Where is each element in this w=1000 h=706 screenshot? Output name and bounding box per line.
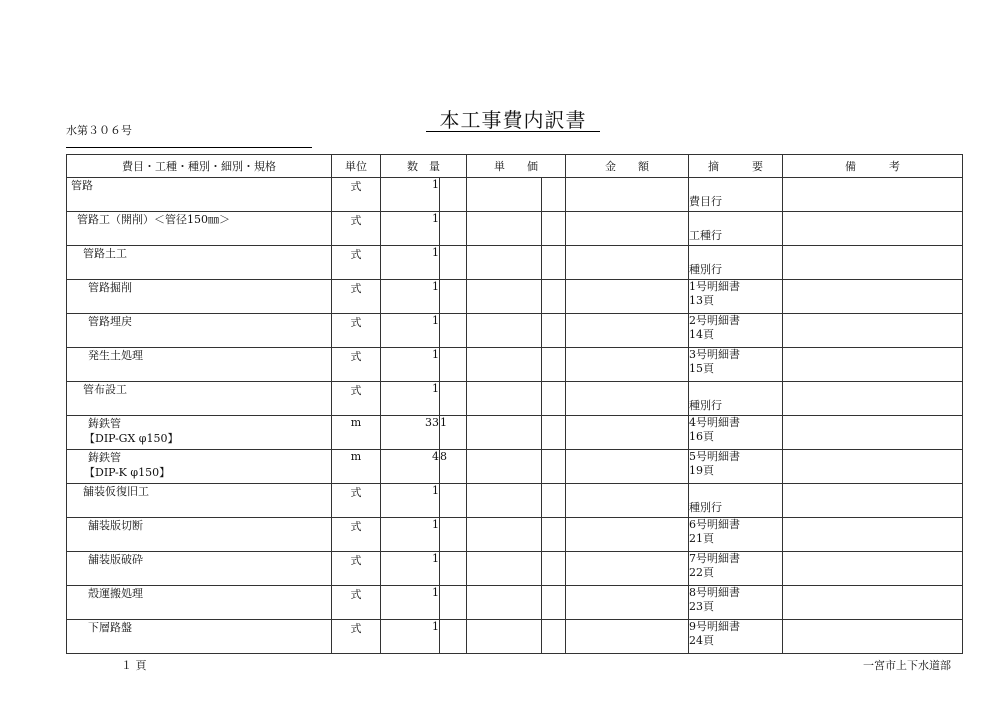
remarks-cell bbox=[783, 246, 963, 280]
summary-line-2: 種別行 bbox=[689, 399, 722, 412]
cost-breakdown-table bbox=[66, 154, 963, 654]
item-name: 管路 bbox=[71, 179, 93, 192]
item-name: 舗装版切断 bbox=[88, 519, 143, 532]
amount-cell bbox=[566, 212, 689, 246]
amount-cell bbox=[566, 450, 689, 484]
summary-line-1: 7号明細書 bbox=[689, 552, 740, 565]
item-cell bbox=[67, 212, 332, 246]
unit-price-integer-cell bbox=[467, 586, 542, 620]
page-number: １ 頁 bbox=[121, 659, 147, 672]
summary-cell bbox=[689, 348, 783, 382]
summary-cell bbox=[689, 586, 783, 620]
summary-cell bbox=[689, 314, 783, 348]
document-number-underline bbox=[66, 147, 312, 148]
summary-cell bbox=[689, 246, 783, 280]
quantity-decimal-cell bbox=[440, 314, 467, 348]
remarks-cell bbox=[783, 348, 963, 382]
item-name: 管路埋戻 bbox=[88, 315, 132, 328]
summary-line-2: 22頁 bbox=[689, 566, 714, 579]
quantity-decimal-cell bbox=[440, 246, 467, 280]
table-row bbox=[67, 416, 963, 450]
unit-cell: 式 bbox=[332, 518, 381, 552]
quantity-integer-cell: 1 bbox=[381, 382, 440, 416]
unit-cell: m bbox=[332, 416, 381, 450]
unit-price-decimal-cell bbox=[542, 450, 566, 484]
unit-price-integer-cell bbox=[467, 178, 542, 212]
amount-cell bbox=[566, 586, 689, 620]
unit-price-decimal-cell bbox=[542, 212, 566, 246]
item-name: 鋳鉄管 bbox=[88, 417, 121, 430]
item-name: 舗装仮復旧工 bbox=[83, 485, 149, 498]
quantity-decimal-cell bbox=[440, 586, 467, 620]
item-cell bbox=[67, 314, 332, 348]
unit-price-integer-cell bbox=[467, 382, 542, 416]
item-cell bbox=[67, 484, 332, 518]
header-item: 費目・工種・種別・細別・規格 bbox=[67, 155, 332, 178]
unit-price-decimal-cell bbox=[542, 382, 566, 416]
header-remarks: 備 考 bbox=[783, 155, 963, 178]
unit-price-integer-cell bbox=[467, 484, 542, 518]
item-name: 管布設工 bbox=[83, 383, 127, 396]
unit-price-decimal-cell bbox=[542, 314, 566, 348]
quantity-integer-cell: 1 bbox=[381, 212, 440, 246]
summary-line-1: 6号明細書 bbox=[689, 518, 740, 531]
table-row bbox=[67, 314, 963, 348]
summary-line-2: 21頁 bbox=[689, 532, 714, 545]
quantity-integer-cell: 1 bbox=[381, 586, 440, 620]
amount-cell bbox=[566, 246, 689, 280]
item-name: 管路工（開削）＜管径150㎜＞ bbox=[77, 213, 230, 226]
unit-price-decimal-cell bbox=[542, 620, 566, 654]
quantity-decimal-cell bbox=[440, 382, 467, 416]
summary-line-2: 種別行 bbox=[689, 263, 722, 276]
summary-cell bbox=[689, 484, 783, 518]
summary-line-2: 費目行 bbox=[689, 195, 722, 208]
remarks-cell bbox=[783, 552, 963, 586]
unit-price-decimal-cell bbox=[542, 484, 566, 518]
summary-line-2: 16頁 bbox=[689, 430, 714, 443]
unit-cell: 式 bbox=[332, 382, 381, 416]
unit-price-decimal-cell bbox=[542, 280, 566, 314]
quantity-decimal-cell bbox=[440, 280, 467, 314]
table-row bbox=[67, 348, 963, 382]
item-spec: 【DIP-K φ150】 bbox=[84, 466, 171, 479]
unit-price-decimal-cell bbox=[542, 552, 566, 586]
unit-price-decimal-cell bbox=[542, 586, 566, 620]
table-row bbox=[67, 586, 963, 620]
quantity-integer-cell: 1 bbox=[381, 246, 440, 280]
remarks-cell bbox=[783, 280, 963, 314]
unit-cell: 式 bbox=[332, 178, 381, 212]
quantity-integer-cell: 33 bbox=[381, 416, 440, 450]
unit-price-integer-cell bbox=[467, 314, 542, 348]
table-header-row bbox=[67, 155, 963, 178]
unit-cell: 式 bbox=[332, 246, 381, 280]
unit-price-integer-cell bbox=[467, 552, 542, 586]
summary-line-2: 13頁 bbox=[689, 294, 714, 307]
table-row bbox=[67, 552, 963, 586]
amount-cell bbox=[566, 552, 689, 586]
quantity-decimal-cell: 1 bbox=[440, 416, 467, 450]
item-cell bbox=[67, 246, 332, 280]
unit-price-decimal-cell bbox=[542, 518, 566, 552]
table-row bbox=[67, 178, 963, 212]
item-cell bbox=[67, 586, 332, 620]
summary-cell bbox=[689, 280, 783, 314]
summary-cell bbox=[689, 620, 783, 654]
quantity-integer-cell: 1 bbox=[381, 348, 440, 382]
item-name: 鋳鉄管 bbox=[88, 451, 121, 464]
unit-price-integer-cell bbox=[467, 450, 542, 484]
amount-cell bbox=[566, 518, 689, 552]
table-row bbox=[67, 246, 963, 280]
table-row bbox=[67, 280, 963, 314]
quantity-decimal-cell bbox=[440, 518, 467, 552]
unit-cell: 式 bbox=[332, 280, 381, 314]
summary-line-1: 2号明細書 bbox=[689, 314, 740, 327]
unit-price-decimal-cell bbox=[542, 246, 566, 280]
summary-cell bbox=[689, 552, 783, 586]
quantity-decimal-cell bbox=[440, 552, 467, 586]
quantity-decimal-cell bbox=[440, 212, 467, 246]
page-title: 本工事費内訳書 bbox=[439, 108, 587, 132]
unit-price-integer-cell bbox=[467, 212, 542, 246]
unit-price-integer-cell bbox=[467, 416, 542, 450]
quantity-integer-cell: 1 bbox=[381, 620, 440, 654]
summary-line-1: 9号明細書 bbox=[689, 620, 740, 633]
summary-cell bbox=[689, 518, 783, 552]
header-unit-price: 単 価 bbox=[467, 155, 566, 178]
unit-price-integer-cell bbox=[467, 280, 542, 314]
document-number: 水第３０６号 bbox=[66, 124, 132, 137]
unit-cell: 式 bbox=[332, 212, 381, 246]
quantity-decimal-cell bbox=[440, 178, 467, 212]
item-name: 管路土工 bbox=[83, 247, 127, 260]
summary-line-2: 14頁 bbox=[689, 328, 714, 341]
summary-cell bbox=[689, 178, 783, 212]
quantity-integer-cell: 4 bbox=[381, 450, 440, 484]
summary-line-2: 19頁 bbox=[689, 464, 714, 477]
item-cell bbox=[67, 382, 332, 416]
unit-cell: 式 bbox=[332, 552, 381, 586]
amount-cell bbox=[566, 382, 689, 416]
unit-price-decimal-cell bbox=[542, 416, 566, 450]
item-cell bbox=[67, 518, 332, 552]
summary-line-1: 4号明細書 bbox=[689, 416, 740, 429]
summary-line-2: 工種行 bbox=[689, 229, 722, 242]
summary-line-1: 1号明細書 bbox=[689, 280, 740, 293]
item-cell bbox=[67, 416, 332, 450]
quantity-decimal-cell bbox=[440, 620, 467, 654]
remarks-cell bbox=[783, 178, 963, 212]
header-amount: 金 額 bbox=[566, 155, 689, 178]
summary-line-1: 3号明細書 bbox=[689, 348, 740, 361]
summary-cell bbox=[689, 450, 783, 484]
header-unit: 単位 bbox=[332, 155, 381, 178]
unit-price-integer-cell bbox=[467, 246, 542, 280]
item-name: 管路掘削 bbox=[88, 281, 132, 294]
remarks-cell bbox=[783, 484, 963, 518]
amount-cell bbox=[566, 620, 689, 654]
summary-cell bbox=[689, 212, 783, 246]
quantity-decimal-cell bbox=[440, 348, 467, 382]
unit-price-integer-cell bbox=[467, 518, 542, 552]
quantity-integer-cell: 1 bbox=[381, 178, 440, 212]
title-underline bbox=[426, 131, 600, 132]
quantity-integer-cell: 1 bbox=[381, 314, 440, 348]
quantity-integer-cell: 1 bbox=[381, 552, 440, 586]
table-row bbox=[67, 484, 963, 518]
quantity-decimal-cell bbox=[440, 484, 467, 518]
table-row bbox=[67, 382, 963, 416]
unit-price-integer-cell bbox=[467, 620, 542, 654]
item-name: 舗装版破砕 bbox=[88, 553, 143, 566]
summary-line-2: 種別行 bbox=[689, 501, 722, 514]
organization-name: 一宮市上下水道部 bbox=[863, 659, 951, 672]
quantity-decimal-cell: 8 bbox=[440, 450, 467, 484]
summary-cell bbox=[689, 382, 783, 416]
item-spec: 【DIP-GX φ150】 bbox=[84, 432, 179, 445]
table-row bbox=[67, 620, 963, 654]
amount-cell bbox=[566, 348, 689, 382]
unit-cell: 式 bbox=[332, 314, 381, 348]
item-cell bbox=[67, 178, 332, 212]
header-quantity: 数 量 bbox=[381, 155, 467, 178]
table-row bbox=[67, 212, 963, 246]
item-cell bbox=[67, 280, 332, 314]
remarks-cell bbox=[783, 518, 963, 552]
amount-cell bbox=[566, 280, 689, 314]
summary-line-2: 15頁 bbox=[689, 362, 714, 375]
item-cell bbox=[67, 450, 332, 484]
item-name: 殻運搬処理 bbox=[88, 587, 143, 600]
table-row bbox=[67, 450, 963, 484]
unit-price-integer-cell bbox=[467, 348, 542, 382]
summary-line-2: 24頁 bbox=[689, 634, 714, 647]
item-cell bbox=[67, 620, 332, 654]
summary-cell bbox=[689, 416, 783, 450]
unit-price-decimal-cell bbox=[542, 348, 566, 382]
quantity-integer-cell: 1 bbox=[381, 518, 440, 552]
summary-line-1: 5号明細書 bbox=[689, 450, 740, 463]
unit-cell: 式 bbox=[332, 348, 381, 382]
item-cell bbox=[67, 552, 332, 586]
summary-line-2: 23頁 bbox=[689, 600, 714, 613]
amount-cell bbox=[566, 314, 689, 348]
table-row bbox=[67, 518, 963, 552]
item-name: 発生土処理 bbox=[88, 349, 143, 362]
quantity-integer-cell: 1 bbox=[381, 280, 440, 314]
remarks-cell bbox=[783, 620, 963, 654]
unit-cell: m bbox=[332, 450, 381, 484]
item-name: 下層路盤 bbox=[88, 621, 132, 634]
unit-cell: 式 bbox=[332, 620, 381, 654]
remarks-cell bbox=[783, 450, 963, 484]
remarks-cell bbox=[783, 382, 963, 416]
amount-cell bbox=[566, 416, 689, 450]
item-cell bbox=[67, 348, 332, 382]
remarks-cell bbox=[783, 416, 963, 450]
remarks-cell bbox=[783, 586, 963, 620]
remarks-cell bbox=[783, 314, 963, 348]
unit-cell: 式 bbox=[332, 586, 381, 620]
summary-line-1: 8号明細書 bbox=[689, 586, 740, 599]
unit-cell: 式 bbox=[332, 484, 381, 518]
remarks-cell bbox=[783, 212, 963, 246]
amount-cell bbox=[566, 484, 689, 518]
header-summary: 摘 要 bbox=[689, 155, 783, 178]
amount-cell bbox=[566, 178, 689, 212]
quantity-integer-cell: 1 bbox=[381, 484, 440, 518]
unit-price-decimal-cell bbox=[542, 178, 566, 212]
